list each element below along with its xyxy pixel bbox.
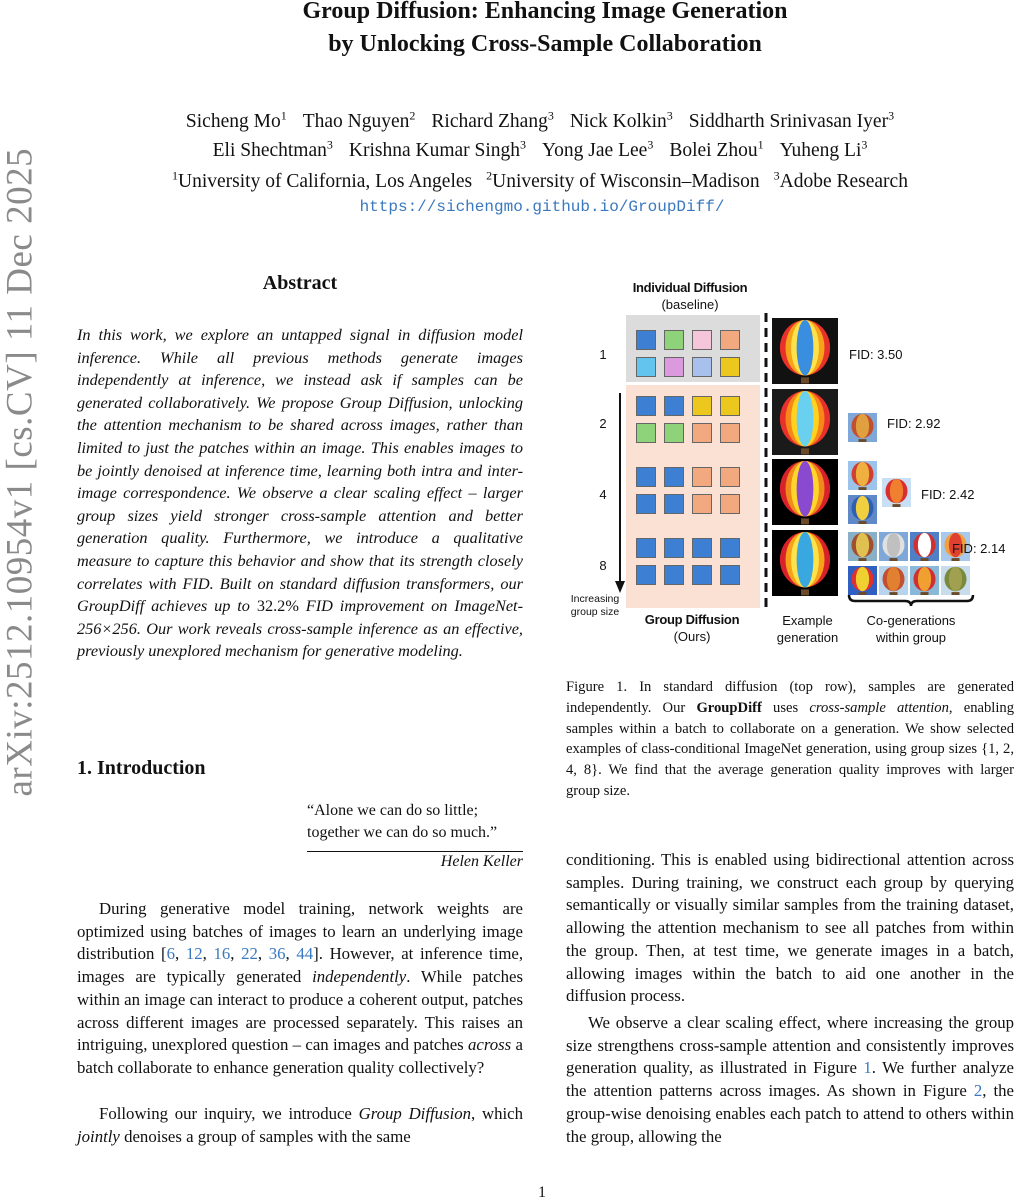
author-name: Sicheng Mo$^1$: [185, 108, 287, 132]
axis-label-line-2: group size: [570, 606, 620, 618]
authors-line-1: [60, 102, 1014, 135]
abstract-text: [77, 324, 523, 663]
co-generation-thumbnail: [848, 566, 877, 595]
author-name: Nick Kolkin$^3$: [569, 108, 673, 132]
cogen-label-line-1: Co-generations: [866, 613, 956, 628]
co-generation-thumbnail: [848, 495, 877, 524]
group-size-8: 8: [599, 558, 607, 573]
affiliation: $^2$University of Wisconsin–Madison: [486, 168, 760, 192]
affiliations: [60, 162, 1014, 195]
patch-token: [636, 467, 656, 487]
abstract-percent: 32.2%: [256, 596, 299, 616]
intro-paragraph-2: [77, 1103, 523, 1148]
quote-line-2: together we can do so much.”: [307, 824, 498, 841]
fid-label-4: FID: 2.42: [921, 487, 975, 502]
introduction-heading: 1. Introduction: [77, 757, 206, 779]
author-affiliation-mark: 3: [647, 137, 654, 151]
patch-token: [720, 565, 740, 585]
co-generation-thumbnail: [848, 532, 877, 561]
patch-token: [664, 357, 684, 377]
figure-1: [560, 275, 1014, 675]
patch-token: [692, 423, 712, 443]
title-line-2: by Unlocking Cross-Sample Collaboration: [328, 31, 762, 57]
group-size-4: 4: [599, 487, 607, 502]
example-balloon-image: [772, 389, 838, 455]
p2-text-b: , which: [471, 1104, 523, 1123]
patch-token: [720, 494, 740, 514]
patch-token: [664, 396, 684, 416]
author-affiliation-mark: 2: [409, 108, 416, 122]
individual-diffusion-label: Individual Diffusion: [632, 280, 748, 295]
example-generation-label: [765, 612, 850, 646]
increasing-group-size-label: [560, 593, 630, 619]
citation-link[interactable]: 12: [185, 944, 203, 964]
author-affiliation-mark: 3: [520, 137, 527, 151]
co-generation-thumbnail: [879, 566, 908, 595]
co-generations-label: [850, 612, 972, 646]
group-diffusion-sub: (Ours): [673, 629, 711, 644]
example-label-line-1: Example: [782, 613, 833, 628]
author-name: Yuheng Li$^3$: [779, 137, 868, 161]
author-affiliation-mark: 1: [280, 108, 287, 122]
individual-diffusion-sub: (baseline): [661, 297, 719, 312]
abstract-text-b: FID improvement on ImageNet-256×256. Our work reveals cross-sample inference as an effective, previously unexplored mechanism for generative modeling.: [77, 596, 523, 661]
patch-token: [692, 565, 712, 585]
affiliation-mark: 1: [172, 168, 179, 182]
patch-token: [720, 357, 740, 377]
co-generation-thumbnail: [879, 532, 908, 561]
patch-token: [664, 565, 684, 585]
patch-token: [664, 538, 684, 558]
r2-text-a: We observe a clear scaling effect, where increasing the group size strengthens cross-sample attention and consistently improves generation quality, as illustrated in Figure: [566, 1013, 1014, 1078]
patch-token: [720, 467, 740, 487]
abstract-text-a: In this work, we explore an untapped signal in diffusion model inference. While all previous methods generate images independently at inference, we instead ask if samples can be generated collaboratively. We propose Group Diffusion, unlocking the attention mechanism to be shared across images, rather than limited to just the patches within an image. This enables images to be jointly denoised at inference time, learning both intra and inter-image correspondence. We observe a clear scaling effect – larger group sizes yield stronger cross-sample attention and better generation quality. Furthermore, we introduce a qualitative measure to capture this behavior and show that its strength closely correlates with FID. Built on standard diffusion transformers, our GroupDiff achieves up to: [77, 325, 523, 616]
fid-label-1: FID: 3.50: [849, 347, 903, 362]
affiliation-mark: 3: [773, 168, 780, 182]
p1-text-a: During generative model training, network weights are optimized using batches of images to learn an underlying image distribution [: [77, 899, 523, 964]
fid-label-8: FID: 2.14: [952, 541, 1006, 556]
caption-rest: , enabling samples within a batch to collaborate on a generation. We show selected examples of class-conditional ImageNet generation, using group sizes {1, 2, 4, 8}. We find that the average generation quality improves with larger group size.: [566, 699, 1014, 799]
axis-label-line-1: Increasing: [570, 593, 620, 605]
affiliation-mark: 2: [486, 168, 493, 182]
co-generation-thumbnail: [910, 566, 939, 595]
author-affiliation-mark: 1: [757, 137, 764, 151]
quote-divider: [307, 851, 523, 852]
project-url-link[interactable]: https://sichengmo.github.io/GroupDiff/: [359, 198, 725, 216]
co-generations-brace: [847, 593, 975, 607]
authors-line-2: [60, 131, 1014, 164]
epigraph-quote: [307, 800, 523, 844]
caption-prefix: Figure 1. In standard diffusion (top row), samples are generated independently. Our: [566, 679, 1014, 716]
author-name: Krishna Kumar Singh$^3$: [348, 137, 527, 161]
paper-title: [0, 0, 1014, 61]
p2-text-c: denoises a group of samples with the same: [119, 1126, 411, 1146]
patch-token: [720, 423, 740, 443]
group-size-2: 2: [599, 416, 607, 431]
example-label-line-2: generation: [776, 630, 839, 645]
quote-line-1: “Alone we can do so little;: [307, 802, 479, 819]
patch-token: [692, 330, 712, 350]
dashed-divider: [763, 313, 769, 608]
caption-bold: GroupDiff: [696, 699, 762, 716]
intro-right-paragraph-2: [566, 1012, 1014, 1148]
co-generation-thumbnail: [848, 461, 877, 490]
patch-token: [636, 538, 656, 558]
intro-paragraph-1: [77, 898, 523, 1080]
citation-link[interactable]: 36: [268, 944, 286, 964]
co-generation-thumbnail: [882, 478, 911, 507]
patch-token: [664, 423, 684, 443]
intro-right-paragraph-1: conditioning. This is enabled using bidirectional attention across samples. During training, we construct each group by querying semantically or visually similar samples from the training dataset, allowing the attention mechanism to see all patches from within the group. Then, at test time, we generate images in a batch, allowing images within the batch to aid one another in the diffusion process.: [566, 850, 1014, 1006]
author-affiliation-mark: 3: [547, 108, 554, 122]
author-name: Yong Jae Lee$^3$: [542, 137, 654, 161]
co-generation-thumbnail: [910, 532, 939, 561]
patch-token: [636, 396, 656, 416]
patch-token: [636, 565, 656, 585]
author-name: Siddharth Srinivasan Iyer$^3$: [688, 108, 895, 132]
patch-token: [720, 538, 740, 558]
r2-text-b: . We further analyze the attention patterns across images. As shown in Figure: [566, 1058, 1014, 1101]
r2-text-c: , the group-wise denoising enables each patch to attend to others within the group, allowing the: [566, 1081, 1014, 1146]
patch-token: [692, 467, 712, 487]
p1-emphasis-independently: independently: [312, 967, 407, 987]
p2-text-a: Following our inquiry, we introduce: [99, 1104, 359, 1123]
p1-emphasis-across: across: [468, 1035, 512, 1055]
author-name: Eli Shechtman$^3$: [212, 137, 333, 161]
p1-text-d: a batch collaborate to enhance generation quality collectively?: [77, 1035, 523, 1077]
example-balloon-image: [772, 530, 838, 596]
patch-token: [692, 538, 712, 558]
group-size-1: 1: [599, 347, 607, 362]
citation-link[interactable]: 44: [296, 944, 314, 964]
patch-token: [664, 330, 684, 350]
patch-token: [664, 467, 684, 487]
caption-emphasis: cross-sample attention: [809, 699, 949, 716]
patch-token: [692, 494, 712, 514]
patch-token: [636, 357, 656, 377]
example-balloon-image: [772, 318, 838, 384]
author-affiliation-mark: 3: [666, 108, 673, 122]
p1-text-c: . While patches within an image can interact to produce a coherent output, patches across different images are processed separately. This raises an intriguing, unexplored question – can images and patches: [77, 967, 524, 1055]
example-balloon-image: [772, 459, 838, 525]
cogen-label-line-2: within group: [875, 630, 947, 645]
author-name: Bolei Zhou$^1$: [669, 137, 764, 161]
patch-token: [636, 494, 656, 514]
affiliation: $^3$Adobe Research: [773, 168, 908, 192]
citation-link[interactable]: 22: [241, 944, 258, 964]
title-line-1: Group Diffusion: Enhancing Image Generation: [302, 0, 788, 24]
fid-label-2: FID: 2.92: [887, 416, 941, 431]
increasing-arrow-icon: [612, 393, 628, 595]
p2-emphasis-group-diffusion: Group Diffusion: [358, 1104, 472, 1123]
figure-1-ref-link[interactable]: 1: [863, 1058, 872, 1078]
patch-token: [692, 357, 712, 377]
patch-token: [636, 423, 656, 443]
author-name: Thao Nguyen$^2$: [302, 108, 416, 132]
p1-citations: 6, 12, 16, 22, 36, 44: [166, 944, 314, 964]
author-affiliation-mark: 3: [861, 137, 868, 151]
author-affiliation-mark: 3: [326, 137, 333, 151]
arxiv-identifier: arXiv:2512.10954v1 [cs.CV] 11 Dec 2025: [0, 147, 41, 797]
author-affiliation-mark: 3: [888, 108, 895, 122]
abstract-heading: Abstract: [262, 272, 338, 294]
patch-token: [664, 494, 684, 514]
group-diffusion-label: Group Diffusion: [644, 612, 740, 627]
co-generation-thumbnail: [941, 566, 970, 595]
author-name: Richard Zhang$^3$: [431, 108, 554, 132]
p1-text-b: ]. However, at inference time, images are typically generated: [77, 944, 524, 987]
co-generation-thumbnail: [848, 413, 877, 442]
figure-2-ref-link[interactable]: 2: [973, 1081, 983, 1101]
page-number: 1: [538, 1184, 546, 1201]
citation-link[interactable]: 6: [166, 944, 176, 964]
affiliation: $^1$University of California, Los Angeles: [172, 168, 473, 192]
patch-token: [720, 330, 740, 350]
citation-link[interactable]: 16: [213, 944, 231, 964]
quote-author: Helen Keller: [440, 853, 523, 870]
caption-mid: uses: [761, 699, 810, 716]
p2-emphasis-jointly: jointly: [77, 1126, 120, 1146]
patch-token: [720, 396, 740, 416]
figure-1-caption: [566, 677, 1014, 802]
patch-token: [636, 330, 656, 350]
patch-token: [692, 396, 712, 416]
